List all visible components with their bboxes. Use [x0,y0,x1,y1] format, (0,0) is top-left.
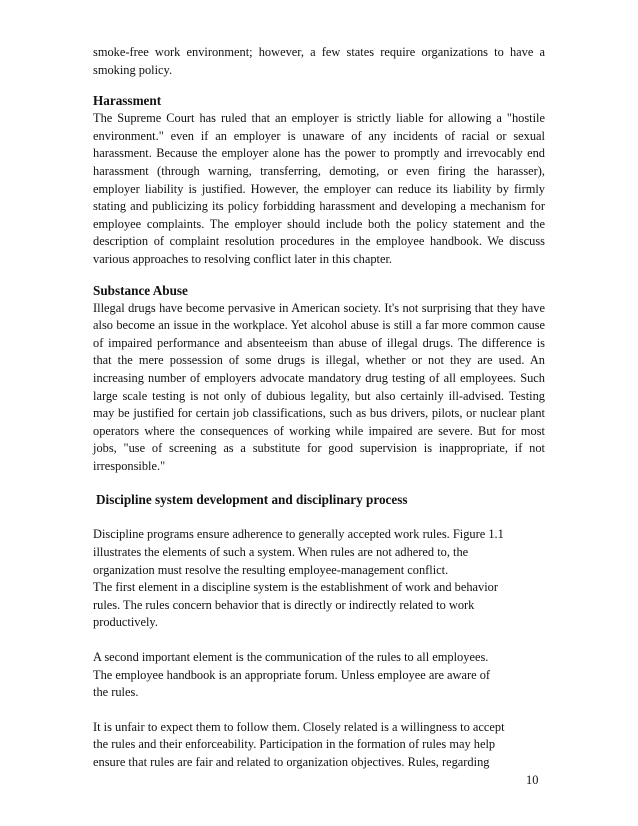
text-line: The employee handbook is an appropriate forum. Unless employee are aware of [93,667,491,682]
intro-paragraph: smoke-free work environment; however, a few states require organizations to have a smoking policy. [93,45,545,77]
text-line: A second important element is the communication of the rules to all employees. [93,650,489,665]
text-line: organization must resolve the resulting employee-management conflict. [93,562,449,577]
discipline-paragraph-4 [93,719,545,772]
text-line: ensure that rules are fair and related to organization objectives. Rules, regarding [93,755,490,769]
discipline-paragraph-3 [93,649,545,702]
discipline-paragraph-2 [93,579,545,632]
text-line: rules. The rules concern behavior that is directly or indirectly related to work [93,597,475,612]
page-number: 10 [526,773,539,787]
text-line: productively. [93,615,158,630]
document-page [93,44,545,772]
heading-discipline-system: Discipline system development and disciplinary process [96,492,408,508]
paragraph-harassment: The Supreme Court has ruled that an employer is strictly liable for allowing a "hostile environment." even if an employer is unaware of any incidents of racial or sexual harassment. Because the employer alone has the power to promptly and irrevocably end harassment (through warning, transferring, demoting, or even firing the harasser), employer liability is justified. However, the employer can reduce its liability by firmly stating and publicizing its policy forbidding harassment and developing a mechanism for employee complaints. The employer should include both the policy statement and the description of complaint resolution procedures in the employee handbook. We discuss various approaches to resolving conflict later in this chapter. [93,111,545,266]
text-line: Discipline programs ensure adherence to generally accepted work rules. Figure 1.1 [93,527,504,542]
text-line: The first element in a discipline system is the establishment of work and behavior [93,580,499,595]
text-line: the rules and their enforceability. Participation in the formation of rules may help [93,737,496,752]
text-line: It is unfair to expect them to follow them. Closely related is a willingness to accept [93,719,505,734]
heading-harassment: Harassment [93,93,162,109]
heading-substance-abuse: Substance Abuse [93,282,188,298]
paragraph-substance-abuse: Illegal drugs have become pervasive in American society. It's not surprising that they have also become an issue in the workplace. Yet alcohol abuse is still a far more common cause of impaired performance and absenteeism than abuse of illegal drugs. The difference is that the mere possession of some drugs is illegal, whether or not they are used. An increasing number of employers advocate mandatory drug testing of all employees. Such large scale testing is not only of dubious legality, but also certainly ill-advised. Testing may be justified for certain job classifications, such as bus drivers, pilots, or nuclear plant operators where the consequences of working while impaired are severe. But for most jobs, "use of screening as a substitute for good supervision is inappropriate, if not irresponsible." [93,300,545,473]
discipline-paragraph-1 [93,526,545,579]
text-line: illustrates the elements of such a system. When rules are not adhered to, the [93,545,469,560]
text-line: the rules. [93,685,139,700]
